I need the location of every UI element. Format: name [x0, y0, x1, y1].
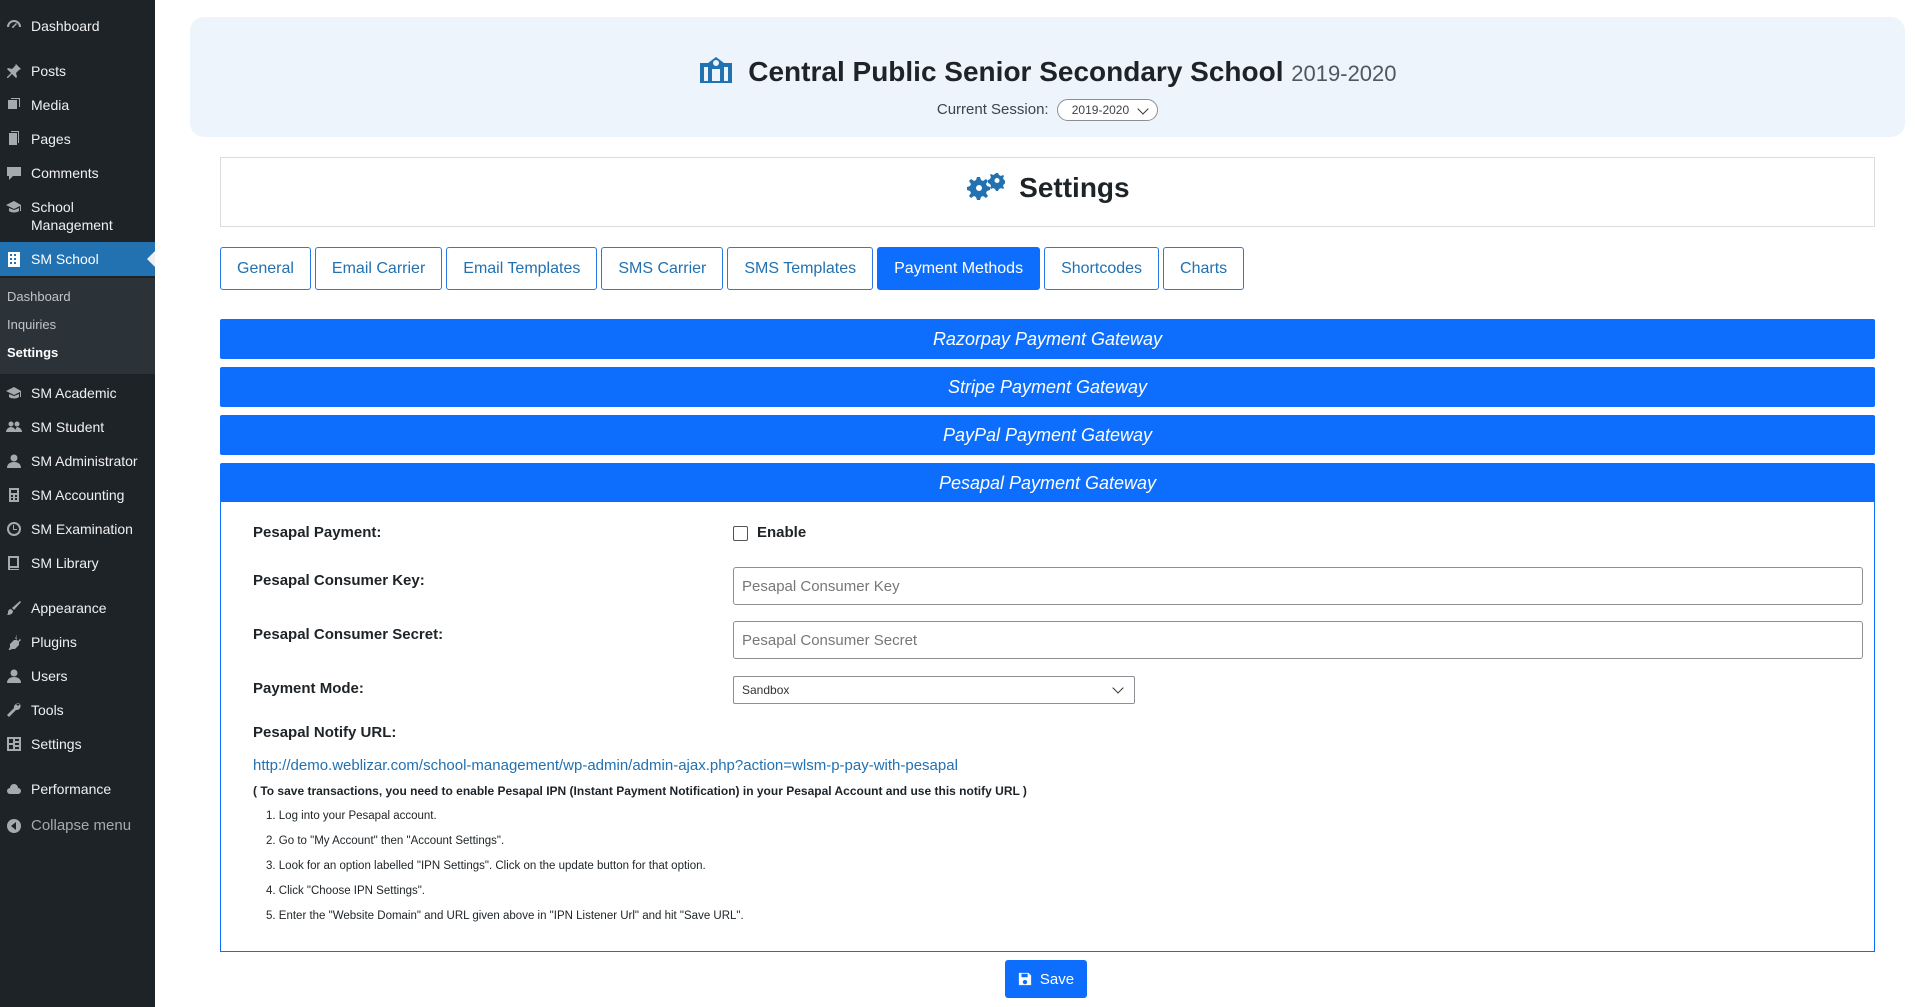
- menu-sm-academic[interactable]: [0, 384, 155, 402]
- session-value: 2019-2020: [1071, 103, 1130, 117]
- tab-sms-templates[interactable]: SMS Templates: [727, 247, 873, 290]
- ipn-step: 5. Enter the "Website Domain" and URL given above in "IPN Listener Url" and hit "Save URL".: [266, 910, 744, 922]
- school-header: [190, 17, 1905, 137]
- menu-label: Tools: [31, 702, 64, 718]
- graduation-cap-icon: [5, 198, 23, 216]
- menu-performance[interactable]: [0, 780, 155, 798]
- school-name: Central Public Senior Secondary School: [748, 56, 1284, 87]
- settings-title: [221, 172, 1874, 204]
- ipn-step: 3. Look for an option labelled "IPN Settings". Click on the update button for that option.: [266, 860, 706, 872]
- tab-sms-carrier[interactable]: SMS Carrier: [601, 247, 723, 290]
- settings-tabs: [220, 247, 1244, 290]
- main-content: [155, 0, 1915, 1007]
- session-select[interactable]: [1057, 99, 1158, 121]
- paypal-gateway-header[interactable]: PayPal Payment Gateway: [220, 415, 1875, 455]
- menu-sm-examination[interactable]: [0, 520, 155, 538]
- menu-label: SM Academic: [31, 385, 117, 401]
- menu-label: SM Student: [31, 419, 105, 435]
- floppy-disk-icon: [1018, 972, 1032, 986]
- pesapal-payment-label: Pesapal Payment:: [253, 524, 382, 541]
- menu-users[interactable]: [0, 667, 155, 685]
- pages-icon: [5, 130, 23, 148]
- admin-sidebar: [0, 0, 155, 1007]
- menu-dashboard[interactable]: [0, 17, 155, 35]
- menu-label: SM School: [31, 251, 99, 267]
- settings-title-text: Settings: [1019, 172, 1130, 203]
- book-icon: [5, 554, 23, 572]
- menu-label: School Management: [31, 199, 113, 233]
- menu-sm-accounting[interactable]: [0, 486, 155, 504]
- collapse-icon: [5, 817, 23, 835]
- menu-label: Pages: [31, 131, 71, 147]
- menu-appearance[interactable]: [0, 599, 155, 617]
- user-icon: [5, 667, 23, 685]
- tab-shortcodes[interactable]: Shortcodes: [1044, 247, 1159, 290]
- menu-label: Plugins: [31, 634, 77, 650]
- menu-label: Performance: [31, 781, 112, 797]
- collapse-menu-button[interactable]: [0, 817, 155, 835]
- menu-plugins[interactable]: [0, 633, 155, 651]
- chevron-down-icon: [1137, 103, 1148, 114]
- pesapal-gateway-header[interactable]: Pesapal Payment Gateway: [220, 463, 1875, 503]
- menu-sm-library[interactable]: [0, 554, 155, 572]
- comment-icon: [5, 164, 23, 182]
- menu-tools[interactable]: [0, 701, 155, 719]
- menu-label: Media: [31, 97, 70, 113]
- tab-general[interactable]: General: [220, 247, 311, 290]
- session-year: 2019-2020: [1291, 61, 1397, 86]
- menu-sm-administrator[interactable]: [0, 452, 155, 470]
- menu-comments[interactable]: [0, 164, 155, 182]
- menu-label: Appearance: [31, 600, 107, 616]
- collapse-label: Collapse menu: [31, 817, 132, 834]
- ipn-steps-list: [266, 808, 744, 933]
- menu-sm-school[interactable]: [0, 242, 155, 276]
- brush-icon: [5, 599, 23, 617]
- settings-icon: [5, 735, 23, 753]
- ipn-notice: ( To save transactions, you need to enable Pesapal IPN (Instant Payment Notification) in your Pesapal Account and use this notify URL ): [253, 784, 1027, 798]
- consumer-key-label: Pesapal Consumer Key:: [253, 572, 425, 589]
- menu-label: SM Accounting: [31, 487, 125, 503]
- user-icon: [5, 452, 23, 470]
- payment-mode-select[interactable]: [733, 676, 1135, 704]
- menu-label: SM Administrator: [31, 453, 138, 469]
- wrench-icon: [5, 701, 23, 719]
- ipn-step: 2. Go to "My Account" then "Account Settings".: [266, 835, 505, 847]
- consumer-secret-input[interactable]: Pesapal Consumer Secret: [733, 621, 1863, 659]
- submenu-dashboard[interactable]: Dashboard: [7, 289, 71, 304]
- building-icon: [5, 250, 23, 268]
- cloud-icon: [5, 780, 23, 798]
- razorpay-gateway-header[interactable]: Razorpay Payment Gateway: [220, 319, 1875, 359]
- menu-label: SM Examination: [31, 521, 133, 537]
- dashboard-icon: [5, 17, 23, 35]
- menu-label: Dashboard: [31, 18, 100, 34]
- settings-heading-card: [220, 157, 1875, 227]
- menu-settings[interactable]: [0, 735, 155, 753]
- tab-charts[interactable]: Charts: [1163, 247, 1244, 290]
- tab-email-templates[interactable]: Email Templates: [446, 247, 597, 290]
- menu-label: Posts: [31, 63, 67, 79]
- notify-url-label: Pesapal Notify URL:: [253, 724, 397, 741]
- tab-email-carrier[interactable]: Email Carrier: [315, 247, 442, 290]
- graduation-cap-icon: [5, 384, 23, 402]
- submenu-settings[interactable]: Settings: [7, 345, 59, 360]
- pin-icon: [5, 62, 23, 80]
- consumer-key-input[interactable]: Pesapal Consumer Key: [733, 567, 1863, 605]
- sm-school-submenu: [0, 278, 155, 374]
- menu-label: Comments: [31, 165, 99, 181]
- school-title: [190, 55, 1905, 88]
- consumer-secret-label: Pesapal Consumer Secret:: [253, 626, 444, 643]
- gears-icon: [965, 172, 1005, 202]
- pesapal-settings-panel: [220, 502, 1875, 952]
- save-button[interactable]: [1005, 960, 1087, 998]
- menu-school-management[interactable]: [0, 198, 155, 234]
- enable-label[interactable]: Enable: [757, 524, 807, 541]
- save-label: Save: [1039, 970, 1075, 988]
- payment-mode-label: Payment Mode:: [253, 680, 364, 697]
- users-group-icon: [5, 418, 23, 436]
- menu-label: Users: [31, 668, 68, 684]
- session-label: Current Session:: [936, 100, 1049, 118]
- tab-payment-methods[interactable]: Payment Methods: [877, 247, 1040, 290]
- notify-url-link[interactable]: http://demo.weblizar.com/school-management/wp-admin/admin-ajax.php?action=wlsm-p-pay-with-pesapal: [253, 757, 958, 774]
- ipn-step: 4. Click "Choose IPN Settings".: [266, 885, 426, 897]
- school-icon: [698, 55, 734, 85]
- submenu-inquiries[interactable]: Inquiries: [7, 317, 57, 332]
- menu-label: Settings: [31, 736, 82, 752]
- menu-sm-student[interactable]: [0, 418, 155, 436]
- menu-label: SM Library: [31, 555, 99, 571]
- payment-mode-value: Sandbox: [742, 683, 790, 697]
- menu-pages[interactable]: [0, 130, 155, 148]
- ipn-step: 1. Log into your Pesapal account.: [266, 810, 437, 822]
- media-icon: [5, 96, 23, 114]
- menu-media[interactable]: [0, 96, 155, 114]
- chevron-down-icon: [1112, 682, 1123, 693]
- clock-icon: [5, 520, 23, 538]
- enable-checkbox[interactable]: [733, 526, 748, 541]
- menu-posts[interactable]: [0, 62, 155, 80]
- plugin-icon: [5, 633, 23, 651]
- calculator-icon: [5, 486, 23, 504]
- session-row: [190, 99, 1905, 121]
- stripe-gateway-header[interactable]: Stripe Payment Gateway: [220, 367, 1875, 407]
